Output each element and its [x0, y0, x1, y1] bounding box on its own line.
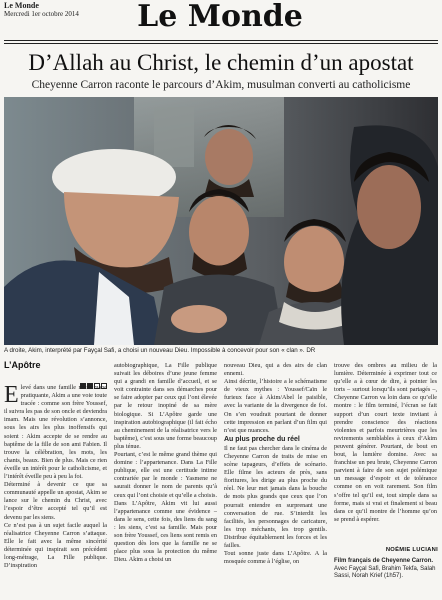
film-title: L’Apôtre: [4, 360, 41, 370]
article-column-4: [334, 362, 437, 546]
dropcap: E: [4, 382, 19, 408]
article-column-1: [4, 384, 107, 598]
photo-caption: A droite, Akim, interprété par Fayçal Safi, a choisi un nouveau Dieu. Impossible à concevoir pour son « clan ». DR: [4, 347, 316, 354]
column-subhead: Au plus proche du réel: [224, 435, 300, 443]
photo-illustration: [4, 97, 438, 345]
credits-title: Film français de Cheyenne Carron.: [334, 558, 434, 564]
author-signature: NOÉMIE LUCIANI: [385, 547, 438, 553]
column-text: nouveau Dieu, qui a des airs de clan ennemi. Ainsi décrite, l’histoire a le schématisme de vieux mythes : Youssef/Caïn le furieux face à Akim/Abel le paisible, avec la variante de la divergence de foi. On s’en voudrait pourtant de donner cette impression en parlant d’un film qui n’est que nuances.: [224, 362, 327, 434]
masthead: Le Monde: [137, 0, 303, 34]
film-credits: [334, 558, 438, 581]
column-text: trouve des ombres au milieu de la lumière. Déterminée à exprimer tout ce qu’elle a à cœur de dire, à pointer les torts – surtout lorsqu’ils sont partagés –, Cheyenne Carron va loin dans ce qu’elle montre : le film terminé, l’écran se fait support d’un court texte invitant à prendre conscience des réactions violentes et parfois meurtrières que les revirements semblables à ceux d’Akim peuvent générer. Pourtant, de bout en bout, la lumière domine. Avec sa franchise un peu brute, Cheyenne Carron parvient à faire de son sujet polémique un message d’espoir et de tolérance comme on en voit rarement. Son film s’offre tel qu’il est, tout simple dans sa forme, mais si vrai et finalement si beau dans ce qu’il montre de l’homme qu’on se prend à espérer.: [334, 362, 439, 523]
article-deck: Cheyenne Carron raconte le parcours d’Akim, musulman converti au catholicisme: [31, 79, 411, 91]
article-column-3: [224, 362, 327, 598]
column-text-continued: Il ne faut pas chercher dans le cinéma de Cheyenne Carron de traits de mise en scène tapageurs, d’effets de scénario. Elle filme les acteurs de près, sans fioritures, les dirige au plus proche du réel. Ne leur met jamais dans la bouche de mots plus grands que ceux que l’on pourrait entendre en surprenant une conversation de rue. S’interdit les facilités, les personnages de caricature, les trop méchants, les trop gentils. Distribue équitablement les forces et les failles. Tout sonne juste dans L’Apôtre. A la mosquée comme à l’église, on: [224, 444, 327, 566]
header-brand-block: [4, 2, 79, 18]
article-photo: [4, 97, 438, 345]
article-column-2: [114, 362, 217, 598]
header-brand: Le Monde: [4, 1, 39, 10]
column-text: autobiographique, La Fille publique suivait les déboires d’une jeune femme qui a grandi en famille d’accueil, et se voit contrainte dans ses démarches pour se faire adopter par ceux qui l’ont élevée par le retour inopiné de sa mère biologique. Si L’Apôtre garde une inspiration autobiographique (il fait écho au cheminement de la réalisatrice vers le baptême), c’est sous une forme beaucoup plus ténue. Pourtant, c’est le même grand thème qui domine : l’appartenance. Dans La Fille publique, elle est une certitude intime contrariée par le monde : Yasmene ne saurait donner le nom de parents qu’à ceux qui l’ont choisie et qu’elle a choisis. Dans L’Apôtre, Akim vit lui aussi l’appartenance comme une évidence – dans le sens, cette fois, des liens du sang : les siens, c’est sa famille. Mais pour son frère Youssef, ces liens sont remis en question dès lors que la famille ne se place plus sous la protection du même Dieu. Akim a choisi un: [114, 362, 217, 564]
masthead-rule-top: [4, 40, 438, 41]
credits-cast: Avec Fayçal Safi, Brahim Tekfa, Salah Sassi, Norah Krief (1h57).: [334, 565, 436, 579]
masthead-rule-bottom: [4, 43, 438, 44]
rating: [80, 376, 108, 382]
column-text: levé dans une famille musulmane pratiquante, Akim a une voie toute tracée : comme son frère Youssef, il suivra les pas de son oncle et deviendra imam. Mais une révolution s’annonce, sous les airs les plus inoffensifs qui soient : Akim accepte de se rendre au baptême de la fille de son ami Fabien. Il trouve la célébration, les mots, les chants, beaux. Bien de plus. Mais ce rien éveille un intérêt pour le catholicisme, et l’intérêt éveille peu à peu la foi. Déterminé à devenir ce que sa communauté appelle un apostat, Akim se lance sur le chemin du Christ, avec l’espoir d’être accepté tel qu’il est devenu par les siens. Ce n’est pas à un sujet facile auquel la réalisatrice Cheyenne Carron s’attaque. Elle le fait avec la même sincérité déterminée qui inspirait son précédent long-métrage, La Fille publique. D’inspiration: [4, 384, 107, 570]
article-headline: D’Allah au Christ, le chemin d’un apostat: [28, 50, 414, 75]
issue-date: Mercredi 1er octobre 2014: [4, 10, 79, 18]
